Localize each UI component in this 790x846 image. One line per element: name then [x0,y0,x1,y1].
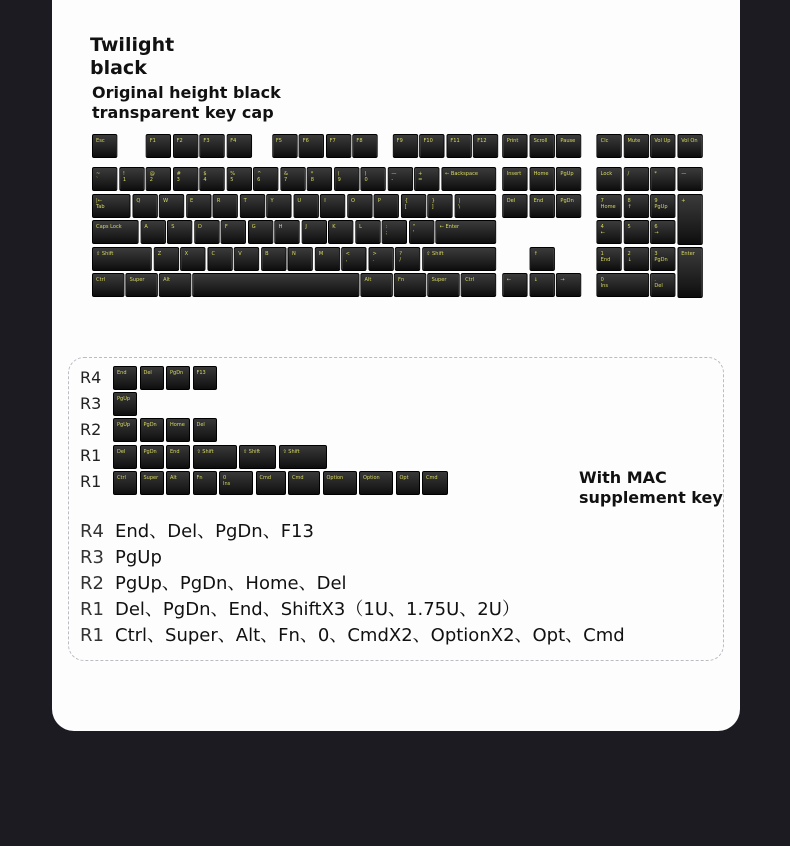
supplement-keycap: F13 [193,366,217,390]
keycap: Print [503,134,528,158]
keycap: " ' [409,220,434,244]
keycap: L [355,220,380,244]
supplement-keycap: Option [359,471,393,495]
keycap: F10 [419,134,444,158]
summary-row [80,519,625,545]
mac-note [579,468,723,508]
mac-note-line-2: supplement key [579,488,723,507]
keycap: 3 PgDn [650,247,675,271]
keycap: 4 ← [597,220,622,244]
keycap: ← Enter [436,220,496,244]
summary-row [80,545,625,571]
keycap: ) 0 [360,167,385,191]
keycap: # 3 [173,167,198,191]
keycap: ↑ [530,247,555,271]
keycap: 0 Ins [597,273,649,297]
summary-row-label: R4 [80,521,104,542]
keycap: F12 [473,134,498,158]
supplement-keycap: Cmd [422,471,448,495]
keycap: F4 [226,134,251,158]
title-line-2: black [90,57,147,79]
subtitle-line-1: Original height black [92,83,281,102]
keycap: PgDn [556,194,581,218]
keycap: Fn [394,273,426,297]
keycap: F2 [173,134,198,158]
keycap: Z [154,247,179,271]
summary-row-text: End、Del、PgDn、F13 [115,521,314,542]
keycap: I [320,194,345,218]
product-subtitle [92,83,281,123]
keycap: Super [126,273,158,297]
supplement-keycap: PgDn [140,445,164,469]
keycap: F3 [199,134,224,158]
keycap: ( 9 [334,167,359,191]
keycap: R [213,194,238,218]
supplement-keycap: Super [140,471,164,495]
keycap: / [623,167,648,191]
summary-row-label: R1 [80,599,104,620]
keycap: ! 1 [119,167,144,191]
keycap: Ctrl [461,273,496,297]
keycap: 1 End [597,247,622,271]
keycap: > . [368,247,393,271]
keycap: $ 4 [199,167,224,191]
keycap: F5 [272,134,297,158]
keycap: — - [387,167,412,191]
keycap: | \ [454,194,495,218]
keycap: N [288,247,313,271]
keycap: < , [342,247,367,271]
keycap: G [248,220,273,244]
keycap: @ 2 [146,167,171,191]
keycap: ← [503,273,528,297]
keycap: F1 [146,134,171,158]
keycap: * 8 [307,167,332,191]
keycap: ^ 6 [253,167,278,191]
keycap: ⇧ Shift [422,247,496,271]
keycap: S [167,220,192,244]
supplement-keycap: Option [323,471,357,495]
keycap: ↓ [530,273,555,297]
summary-row-text: PgUp [115,547,162,568]
keycap: A [140,220,165,244]
supplement-keycap: Home [166,418,190,442]
keycap: ← Backspace [441,167,496,191]
keycap: Scroll [530,134,555,158]
keycap: U [293,194,318,218]
keycap: 9 PgUp [650,194,675,218]
keycap: Home [530,167,555,191]
supplement-keycap: Ctrl [113,471,137,495]
keycap: ? / [395,247,420,271]
summary-row [80,597,625,623]
keycap [193,273,359,297]
keycap: + [677,194,702,245]
keycap: B [261,247,286,271]
supplement-keycap: PgUp [113,392,137,416]
keycap: → [556,273,581,297]
keycap: ⇧ Shift [92,247,152,271]
keycap: F11 [446,134,471,158]
summary-row-text: PgUp、PgDn、Home、Del [115,573,347,594]
supplement-keycap: Alt [166,471,190,495]
keycap: |← Tab [92,194,131,218]
supplement-row-label: R2 [80,420,102,439]
keycap: 2 ↓ [623,247,648,271]
supplement-row-label: R4 [80,368,102,387]
summary-row-text: Ctrl、Super、Alt、Fn、0、CmdX2、OptionX2、Opt、Cmd [115,625,625,646]
keycap: V [234,247,259,271]
supplement-row-label: R1 [80,446,102,465]
keycap: W [159,194,184,218]
keycap: K [328,220,353,244]
keycap: * [650,167,675,191]
supplement-keycap: Opt [396,471,420,495]
keycap: X [181,247,206,271]
keycap: Del [503,194,528,218]
keycap: 7 Home [597,194,622,218]
supplement-keycap: 0 Ins [219,471,253,495]
keycap: Mute [623,134,648,158]
supplement-keycap: ⇧ Shift [279,445,327,469]
keycap: 8 ↑ [623,194,648,218]
keycap: Lock [597,167,622,191]
keycap: Super [428,273,460,297]
keycap: + = [414,167,439,191]
supplement-keycap: Del [113,445,137,469]
summary-row-text: Del、PgDn、End、ShiftX3（1U、1.75U、2U） [115,599,520,620]
supplement-keycap: End [166,445,190,469]
subtitle-line-2: transparent key cap [92,103,274,122]
keycap: M [315,247,340,271]
keycap: F7 [326,134,351,158]
summary-row-label: R3 [80,547,104,568]
title-line-1: Twilight [90,34,175,56]
keycap: T [240,194,265,218]
supplement-summary [80,519,625,649]
supplement-keycap: Cmd [256,471,286,495]
keycap: Vol Up [650,134,675,158]
keycap: Pause [556,134,581,158]
keycap: F [221,220,246,244]
product-title [90,34,174,80]
keycap: Esc [92,134,117,158]
supplement-keycap: ⇧ Shift [239,445,276,469]
supplement-keycap: ⇧ Shift [193,445,237,469]
supplement-row-label: R3 [80,394,102,413]
keycap: C [207,247,232,271]
keycap: Insert [503,167,528,191]
keycap: Q [132,194,157,218]
supplement-keycap: End [113,366,137,390]
keycap: & 7 [280,167,305,191]
keycap: Alt [159,273,191,297]
keycap: J [301,220,326,244]
keycap: — [677,167,702,191]
supplement-keycap: PgDn [140,418,164,442]
keycap: PgUp [556,167,581,191]
supplement-keycap: Del [193,418,217,442]
keycap: Y [266,194,291,218]
keycap: F9 [393,134,418,158]
keycap: : ; [382,220,407,244]
summary-row-label: R2 [80,573,104,594]
keycap: E [186,194,211,218]
summary-row-label: R1 [80,625,104,646]
keycap: 6 → [650,220,675,244]
keycap: ~ ` [92,167,117,191]
keycap: Alt [360,273,392,297]
keycap: } ] [428,194,453,218]
keycap: F6 [299,134,324,158]
keycap: 5 [623,220,648,244]
keycap: P [374,194,399,218]
keycap: Vol On [677,134,702,158]
supplement-keycap: Del [140,366,164,390]
keycap: Caps Lock [92,220,139,244]
keycap: End [530,194,555,218]
supplement-keycap: PgDn [166,366,190,390]
keycap: Clc [597,134,622,158]
keycap: F8 [352,134,377,158]
keycap: { [ [401,194,426,218]
supplement-keycap: PgUp [113,418,137,442]
keycap: D [194,220,219,244]
supplement-row-label: R1 [80,472,102,491]
keycap: % 5 [226,167,251,191]
keyboard-illustration [92,134,712,314]
keycap: O [347,194,372,218]
keycap: Ctrl [92,273,124,297]
supplement-keycap: Fn [193,471,217,495]
summary-row [80,571,625,597]
mac-note-line-1: With MAC [579,468,667,487]
summary-row [80,623,625,649]
supplement-keycap: Cmd [288,471,320,495]
keycap: H [275,220,300,244]
keycap: . Del [650,273,675,297]
keycap: Enter [677,247,702,298]
